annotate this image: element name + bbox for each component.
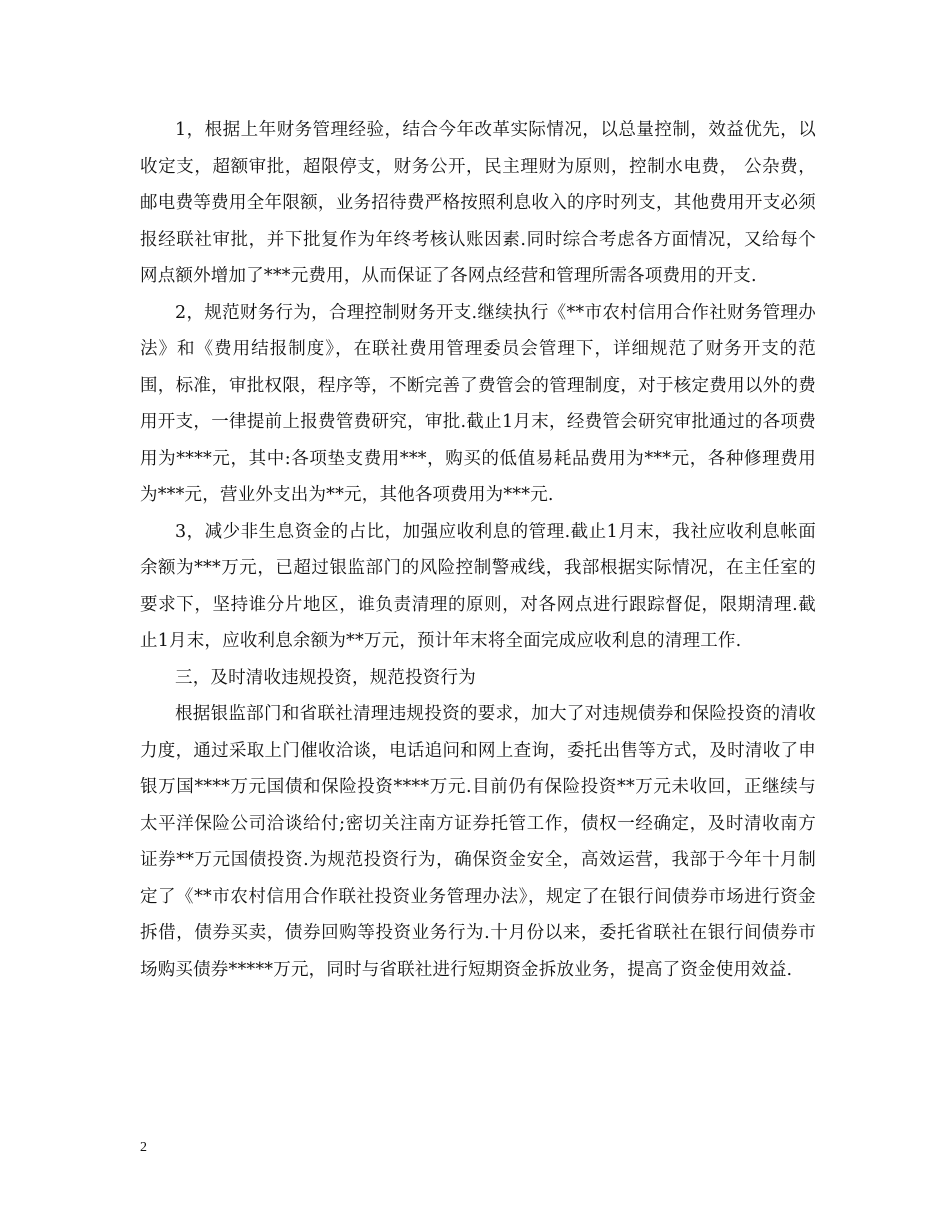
- paragraph-1: 1，根据上年财务管理经验，结合今年改革实际情况，以总量控制，效益优先，以收定支，超额审批，超限停支，财务公开，民主理财为原则，控制水电费， 公杂费，邮电费等费用全年限额，业务招待费严格按照利息收入的序时列支，其他费用开支必须报经联社审批，并下批复作为年终考核认账因素.同时综合考虑各方面情况，又给每个网点额外增加了***元费用，从而保证了各网点经营和管理所需各项费用的开支.: [140, 120, 816, 286]
- section-heading: 三，及时清收违规投资，规范投资行为: [175, 667, 476, 688]
- paragraph-2: 2，规范财务行为，合理控制财务开支.继续执行《**市农村信用合作社财务管理办法》和《费用结报制度》，在联社费用管理委员会管理下，详细规范了财务开支的范围，标准，审批权限，程序等，不断完善了费管会的管理制度，对于核定费用以外的费用开支，一律提前上报费管费研究，审批.截止1月末，经费管会研究审批通过的各项费用为****元，其中:各项垫支费用***，购买的低值易耗品费用为***元，各种修理费用为***元，营业外支出为**元，其他各项费用为***元.: [140, 302, 816, 505]
- page-number: 2: [140, 1140, 147, 1155]
- paragraph-3: 3，减少非生息资金的占比，加强应收利息的管理.截止1月末，我社应收利息帐面余额为***万元，已超过银监部门的风险控制警戒线，我部根据实际情况，在主任室的要求下，坚持谁分片地区，谁负责清理的原则，对各网点进行跟踪督促，限期清理.截止1月末，应收利息余额为**万元，预计年末将全面完成应收利息的清理工作.: [140, 521, 816, 651]
- paragraph-4: 根据银监部门和省联社清理违规投资的要求，加大了对违规债券和保险投资的清收力度，通过采取上门催收洽谈，电话追问和网上查询，委托出售等方式，及时清收了申银万国****万元国债和保险投资****万元.目前仍有保险投资**万元未收回，正继续与太平洋保险公司洽谈给付;密切关注南方证券托管工作，债权一经确定，及时清收南方证券**万元国债投资.为规范投资行为，确保资金安全，高效运营，我部于今年十月制定了《**市农村信用合作联社投资业务管理办法》，规定了在银行间债券市场进行资金拆借，债券买卖，债券回购等投资业务行为.十月份以来，委托省联社在银行间债券市场购买债券*****万元，同时与省联社进行短期资金拆放业务，提高了资金使用效益.: [140, 704, 816, 980]
- document-body: [140, 112, 816, 988]
